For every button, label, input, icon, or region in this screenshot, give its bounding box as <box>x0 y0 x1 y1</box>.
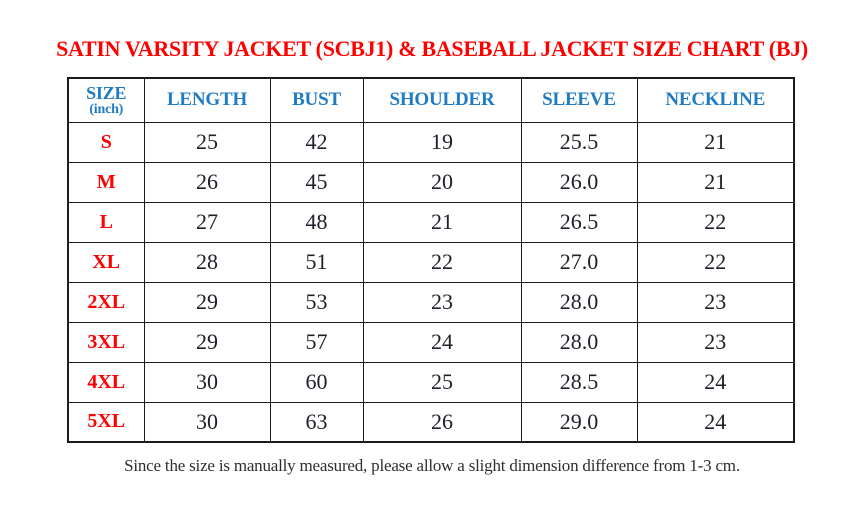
length-value: 27 <box>144 202 270 242</box>
bust-value: 48 <box>270 202 363 242</box>
length-value: 29 <box>144 282 270 322</box>
table-row-s <box>68 122 794 162</box>
bust-value: 63 <box>270 402 363 442</box>
column-header-shoulder: SHOULDER <box>363 78 521 122</box>
neckline-value: 21 <box>637 122 794 162</box>
table-row-4xl <box>68 362 794 402</box>
neckline-value: 23 <box>637 322 794 362</box>
header-row <box>68 78 794 122</box>
table-row-3xl <box>68 322 794 362</box>
shoulder-value: 19 <box>363 122 521 162</box>
size-label: XL <box>68 242 144 282</box>
shoulder-value: 25 <box>363 362 521 402</box>
measurement-disclaimer: Since the size is manually measured, please allow a slight dimension difference from 1-3 cm. <box>124 456 740 475</box>
neckline-value: 24 <box>637 402 794 442</box>
length-value: 28 <box>144 242 270 282</box>
length-value: 29 <box>144 322 270 362</box>
length-value: 30 <box>144 402 270 442</box>
sleeve-value: 28.0 <box>521 322 637 362</box>
size-header-unit: (inch) <box>89 101 124 117</box>
neckline-value: 23 <box>637 282 794 322</box>
length-value: 26 <box>144 162 270 202</box>
column-header-size <box>68 78 144 122</box>
neckline-value: 22 <box>637 242 794 282</box>
neckline-value: 24 <box>637 362 794 402</box>
bust-value: 45 <box>270 162 363 202</box>
table-row-xl <box>68 242 794 282</box>
shoulder-value: 24 <box>363 322 521 362</box>
shoulder-value: 26 <box>363 402 521 442</box>
table-row-5xl <box>68 402 794 442</box>
size-label: 4XL <box>68 362 144 402</box>
neckline-value: 21 <box>637 162 794 202</box>
length-value: 25 <box>144 122 270 162</box>
shoulder-value: 23 <box>363 282 521 322</box>
size-header-label: SIZE <box>86 82 127 103</box>
column-header-sleeve: SLEEVE <box>521 78 637 122</box>
size-label: M <box>68 162 144 202</box>
neckline-value: 22 <box>637 202 794 242</box>
size-label: L <box>68 202 144 242</box>
bust-value: 42 <box>270 122 363 162</box>
column-header-length: LENGTH <box>144 78 270 122</box>
sleeve-value: 25.5 <box>521 122 637 162</box>
shoulder-value: 22 <box>363 242 521 282</box>
size-label: 2XL <box>68 282 144 322</box>
sleeve-value: 26.0 <box>521 162 637 202</box>
column-header-neckline: NECKLINE <box>637 78 794 122</box>
sleeve-value: 27.0 <box>521 242 637 282</box>
column-header-bust: BUST <box>270 78 363 122</box>
size-label: 5XL <box>68 402 144 442</box>
shoulder-value: 21 <box>363 202 521 242</box>
sleeve-value: 28.5 <box>521 362 637 402</box>
shoulder-value: 20 <box>363 162 521 202</box>
sleeve-value: 28.0 <box>521 282 637 322</box>
size-chart-table <box>67 77 795 443</box>
table-row-2xl <box>68 282 794 322</box>
sleeve-value: 29.0 <box>521 402 637 442</box>
table-row-l <box>68 202 794 242</box>
size-label: 3XL <box>68 322 144 362</box>
length-value: 30 <box>144 362 270 402</box>
bust-value: 51 <box>270 242 363 282</box>
bust-value: 60 <box>270 362 363 402</box>
table-row-m <box>68 162 794 202</box>
size-label: S <box>68 122 144 162</box>
sleeve-value: 26.5 <box>521 202 637 242</box>
page-title: SATIN VARSITY JACKET (SCBJ1) & BASEBALL JACKET SIZE CHART (BJ) <box>56 36 808 61</box>
bust-value: 57 <box>270 322 363 362</box>
bust-value: 53 <box>270 282 363 322</box>
